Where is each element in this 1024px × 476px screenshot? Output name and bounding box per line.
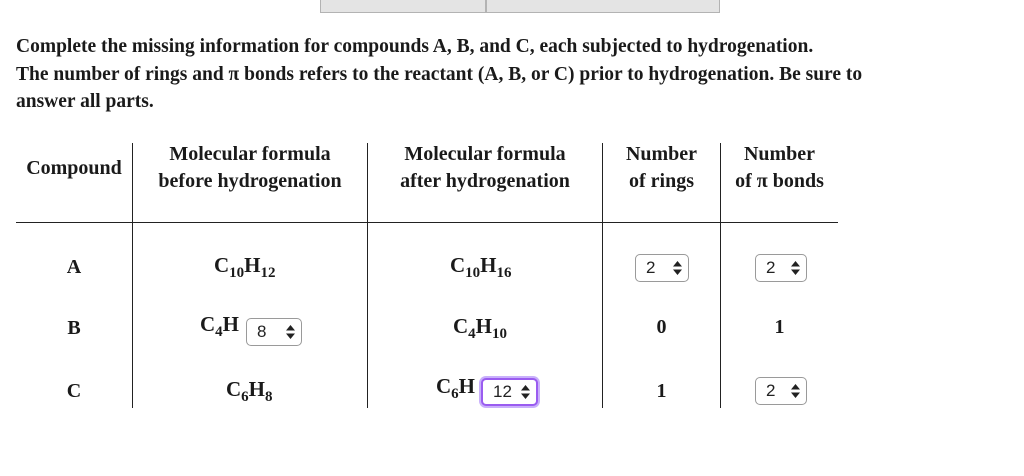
up-down-arrows-icon[interactable]	[791, 261, 800, 275]
subscript: 12	[260, 265, 276, 281]
header-pi-line1: Number	[743, 143, 816, 165]
stepper-value: 2	[766, 381, 776, 400]
stepper-value: 2	[766, 258, 776, 277]
header-pi-line2: of π bonds	[735, 170, 824, 192]
stepper-value: 2	[646, 258, 656, 277]
header-compound	[16, 155, 132, 182]
element-symbol: C	[200, 312, 216, 336]
subscript: 10	[229, 265, 245, 281]
pi-bonds-value: 1	[774, 316, 785, 338]
header-rings-line1: Number	[625, 143, 698, 165]
stepper-value: 8	[257, 322, 267, 341]
header-before-line1: Molecular formula	[169, 143, 331, 165]
element-symbol: C	[214, 253, 230, 277]
pi-bonds-stepper[interactable]	[755, 254, 807, 282]
up-down-arrows-icon[interactable]	[286, 325, 295, 339]
compound-label: B	[67, 317, 81, 339]
formula-before	[200, 312, 240, 340]
header-rings-line2: of rings	[629, 170, 694, 192]
subscript: 8	[265, 389, 273, 405]
element-symbol: H	[248, 377, 266, 401]
formula-after	[450, 253, 512, 281]
hydrogen-count-stepper[interactable]	[481, 378, 538, 406]
subscript: 4	[215, 324, 223, 340]
header-rule	[16, 222, 838, 223]
rings-value: 0	[656, 316, 667, 338]
header-before-line2: before hydrogenation	[158, 170, 342, 192]
subscript: 4	[468, 326, 476, 342]
rings-value: 1	[656, 380, 667, 402]
instruction-line-2: The number of rings and π bonds refers to the reactant (A, B, or C) prior to hydrogenation. Be sure to	[16, 63, 863, 85]
element-symbol: H	[480, 253, 497, 277]
up-down-arrows-icon[interactable]	[521, 385, 530, 399]
element-symbol: C	[226, 377, 242, 401]
compound-label: A	[66, 256, 82, 278]
header-before	[133, 141, 367, 195]
element-symbol: C	[436, 374, 452, 398]
subscript: 16	[496, 265, 512, 281]
element-symbol: C	[453, 314, 469, 338]
header-after-line2: after hydrogenation	[400, 170, 570, 192]
formula-before	[226, 377, 273, 405]
element-symbol: H	[475, 314, 493, 338]
pi-bonds-stepper[interactable]	[755, 377, 807, 405]
instruction-line-3: answer all parts.	[16, 91, 154, 112]
up-down-arrows-icon[interactable]	[791, 384, 800, 398]
formula-after	[453, 314, 508, 342]
instruction-line-1: Complete the missing information for compounds A, B, and C, each subjected to hydrogenation.	[16, 36, 814, 57]
subscript: 6	[451, 386, 459, 402]
subscript: 10	[465, 265, 481, 281]
header-pi	[721, 141, 838, 195]
formula-before	[214, 253, 276, 281]
element-symbol: H	[458, 374, 476, 398]
header-rings	[603, 141, 720, 195]
header-after-line1: Molecular formula	[404, 143, 566, 165]
subscript: 6	[241, 389, 249, 405]
header-compound-label: Compound	[26, 157, 122, 179]
stepper-value: 12	[493, 382, 512, 401]
element-symbol: H	[222, 312, 240, 336]
element-symbol: H	[244, 253, 261, 277]
up-down-arrows-icon[interactable]	[673, 261, 682, 275]
header-after	[368, 141, 602, 195]
subscript: 10	[492, 326, 508, 342]
formula-after	[436, 374, 476, 402]
rings-stepper[interactable]	[635, 254, 689, 282]
hydrogen-count-stepper[interactable]	[246, 318, 302, 346]
compound-label: C	[66, 380, 82, 402]
element-symbol: C	[450, 253, 466, 277]
